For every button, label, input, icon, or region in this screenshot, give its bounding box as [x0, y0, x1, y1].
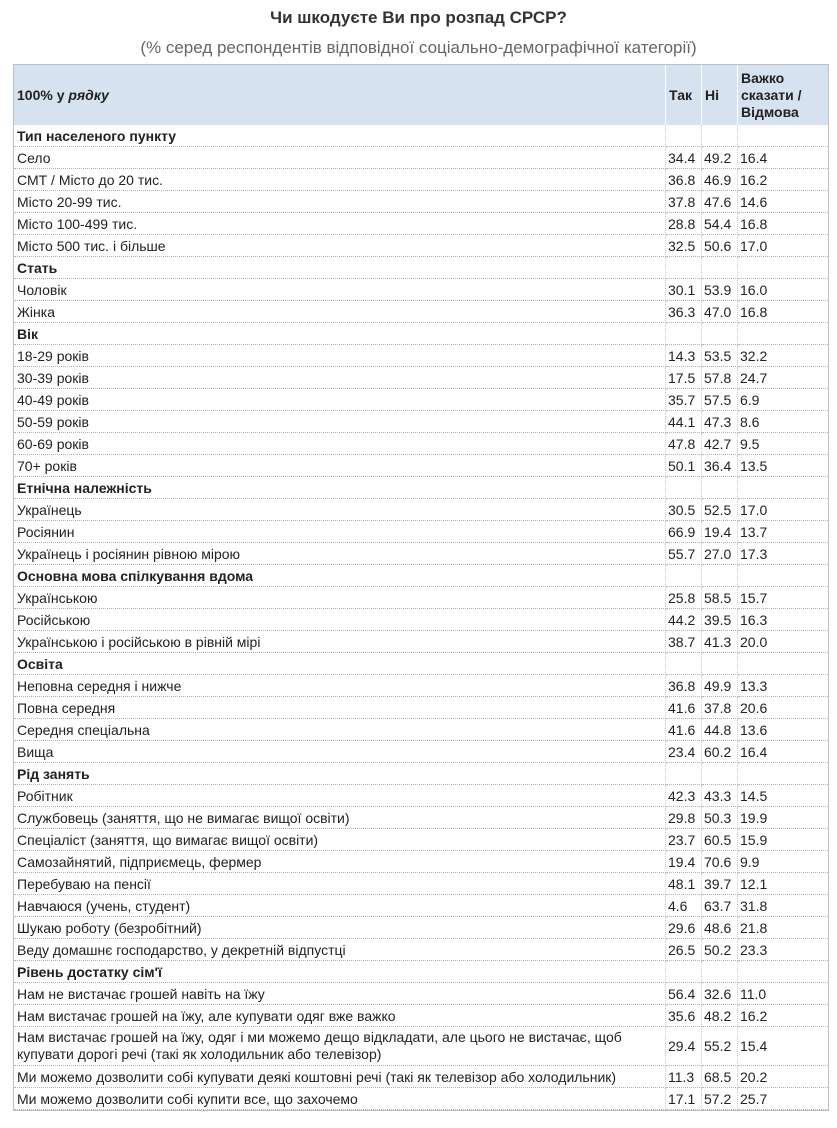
row-hard-value: 17.0 — [738, 235, 828, 257]
row-no-value: 36.4 — [702, 455, 738, 477]
section-empty-cell — [666, 125, 702, 147]
table-header — [14, 65, 828, 125]
row-label: Ми можемо дозволити собі купити все, що захочемо — [14, 1088, 666, 1110]
row-yes-value: 47.8 — [666, 433, 702, 455]
table-row — [14, 345, 828, 367]
row-yes-value: 42.3 — [666, 785, 702, 807]
section-empty-cell — [738, 763, 828, 785]
row-label: Ми можемо дозволити собі купувати деякі коштовні речі (такі як телевізор або холодильник) — [14, 1066, 666, 1088]
table-row — [14, 983, 828, 1005]
row-yes-value: 14.3 — [666, 345, 702, 367]
row-no-value: 52.5 — [702, 499, 738, 521]
row-no-value: 47.3 — [702, 411, 738, 433]
section-empty-cell — [666, 565, 702, 587]
row-hard-value: 15.4 — [738, 1027, 828, 1066]
table-row — [14, 521, 828, 543]
table-row — [14, 873, 828, 895]
section-empty-cell — [738, 961, 828, 983]
section-title: Стать — [14, 257, 666, 279]
row-no-value: 50.6 — [702, 235, 738, 257]
row-hard-value: 32.2 — [738, 345, 828, 367]
row-yes-value: 26.5 — [666, 939, 702, 961]
row-yes-value: 35.6 — [666, 1005, 702, 1027]
row-label: Село — [14, 147, 666, 169]
row-no-value: 60.2 — [702, 741, 738, 763]
row-hard-value: 9.5 — [738, 433, 828, 455]
section-title: Освіта — [14, 653, 666, 675]
row-yes-value: 4.6 — [666, 895, 702, 917]
table-row — [14, 367, 828, 389]
row-hard-value: 16.4 — [738, 147, 828, 169]
row-yes-value: 17.1 — [666, 1088, 702, 1110]
row-yes-value: 56.4 — [666, 983, 702, 1005]
table-row — [14, 675, 828, 697]
row-no-value: 48.2 — [702, 1005, 738, 1027]
row-hard-value: 17.3 — [738, 543, 828, 565]
row-hard-value: 13.6 — [738, 719, 828, 741]
table-row — [14, 697, 828, 719]
row-yes-value: 34.4 — [666, 147, 702, 169]
row-hard-value: 8.6 — [738, 411, 828, 433]
row-hard-value: 24.7 — [738, 367, 828, 389]
row-label: Неповна середня і нижче — [14, 675, 666, 697]
row-label: Українець — [14, 499, 666, 521]
row-hard-value: 23.3 — [738, 939, 828, 961]
section-empty-cell — [702, 653, 738, 675]
section-title: Рід занять — [14, 763, 666, 785]
row-yes-value: 30.5 — [666, 499, 702, 521]
table-row — [14, 631, 828, 653]
table-row — [14, 433, 828, 455]
row-no-value: 47.6 — [702, 191, 738, 213]
row-label: Вища — [14, 741, 666, 763]
row-hard-value: 25.7 — [738, 1088, 828, 1110]
row-hard-value: 6.9 — [738, 389, 828, 411]
row-yes-value: 25.8 — [666, 587, 702, 609]
section-header-row — [14, 565, 828, 587]
header-hard-to-say: Важко сказати / Відмова — [738, 65, 828, 125]
row-no-value: 27.0 — [702, 543, 738, 565]
table-row — [14, 191, 828, 213]
row-yes-value: 30.1 — [666, 279, 702, 301]
row-yes-value: 41.6 — [666, 697, 702, 719]
row-yes-value: 37.8 — [666, 191, 702, 213]
row-hard-value: 16.4 — [738, 741, 828, 763]
row-hard-value: 16.8 — [738, 301, 828, 323]
row-no-value: 53.5 — [702, 345, 738, 367]
section-empty-cell — [738, 477, 828, 499]
row-no-value: 50.3 — [702, 807, 738, 829]
row-hard-value: 13.3 — [738, 675, 828, 697]
table-row — [14, 1027, 828, 1066]
table-row — [14, 829, 828, 851]
header-label — [14, 65, 666, 125]
table-row — [14, 719, 828, 741]
row-label: Українською — [14, 587, 666, 609]
table-row — [14, 301, 828, 323]
row-hard-value: 17.0 — [738, 499, 828, 521]
section-empty-cell — [702, 763, 738, 785]
row-no-value: 39.5 — [702, 609, 738, 631]
table-row — [14, 587, 828, 609]
row-label: Шукаю роботу (безробітний) — [14, 917, 666, 939]
row-no-value: 41.3 — [702, 631, 738, 653]
row-no-value: 32.6 — [702, 983, 738, 1005]
row-no-value: 55.2 — [702, 1027, 738, 1066]
row-hard-value: 31.8 — [738, 895, 828, 917]
row-label: 18-29 років — [14, 345, 666, 367]
section-empty-cell — [666, 257, 702, 279]
table-row — [14, 1066, 828, 1088]
section-header-row — [14, 477, 828, 499]
row-hard-value: 20.6 — [738, 697, 828, 719]
row-label: Навчаюся (учень, студент) — [14, 895, 666, 917]
table-row — [14, 235, 828, 257]
row-yes-value: 23.4 — [666, 741, 702, 763]
row-no-value: 57.8 — [702, 367, 738, 389]
section-title: Вік — [14, 323, 666, 345]
row-label: Перебуваю на пенсії — [14, 873, 666, 895]
row-label: Самозайнятий, підприємець, фермер — [14, 851, 666, 873]
section-empty-cell — [666, 323, 702, 345]
page-title: Чи шкодуєте Ви про розпад СРСР? — [270, 8, 567, 27]
row-no-value: 68.5 — [702, 1066, 738, 1088]
row-no-value: 60.5 — [702, 829, 738, 851]
row-label: Середня спеціальна — [14, 719, 666, 741]
row-hard-value: 14.5 — [738, 785, 828, 807]
section-header-row — [14, 125, 828, 147]
table-row — [14, 1088, 828, 1110]
row-no-value: 49.2 — [702, 147, 738, 169]
row-no-value: 70.6 — [702, 851, 738, 873]
row-hard-value: 14.6 — [738, 191, 828, 213]
section-empty-cell — [738, 653, 828, 675]
section-empty-cell — [666, 763, 702, 785]
table-row — [14, 499, 828, 521]
section-empty-cell — [666, 477, 702, 499]
row-no-value: 54.4 — [702, 213, 738, 235]
row-hard-value: 12.1 — [738, 873, 828, 895]
row-label: Нам не вистачає грошей навіть на їжу — [14, 983, 666, 1005]
row-no-value: 19.4 — [702, 521, 738, 543]
table-row — [14, 609, 828, 631]
row-hard-value: 20.2 — [738, 1066, 828, 1088]
row-hard-value: 9.9 — [738, 851, 828, 873]
row-yes-value: 23.7 — [666, 829, 702, 851]
row-label: 70+ років — [14, 455, 666, 477]
row-yes-value: 66.9 — [666, 521, 702, 543]
header-yes: Так — [666, 65, 702, 125]
row-yes-value: 36.3 — [666, 301, 702, 323]
row-label: Українець і росіянин рівною мірою — [14, 543, 666, 565]
table-row — [14, 147, 828, 169]
row-hard-value: 16.2 — [738, 169, 828, 191]
row-label: Веду домашнє господарство, у декретній відпустці — [14, 939, 666, 961]
row-label: Спеціаліст (заняття, що вимагає вищої освіти) — [14, 829, 666, 851]
row-yes-value: 29.8 — [666, 807, 702, 829]
row-no-value: 42.7 — [702, 433, 738, 455]
section-title: Тип населеного пункту — [14, 125, 666, 147]
header-no: Ні — [702, 65, 738, 125]
row-no-value: 37.8 — [702, 697, 738, 719]
row-no-value: 63.7 — [702, 895, 738, 917]
table-row — [14, 279, 828, 301]
section-empty-cell — [702, 323, 738, 345]
row-label: 40-49 років — [14, 389, 666, 411]
section-empty-cell — [738, 323, 828, 345]
row-label: СМТ / Місто до 20 тис. — [14, 169, 666, 191]
section-empty-cell — [738, 565, 828, 587]
section-empty-cell — [702, 565, 738, 587]
row-hard-value: 11.0 — [738, 983, 828, 1005]
row-yes-value: 29.4 — [666, 1027, 702, 1066]
section-empty-cell — [738, 125, 828, 147]
row-no-value: 57.2 — [702, 1088, 738, 1110]
table-row — [14, 543, 828, 565]
table-row — [14, 1005, 828, 1027]
row-no-value: 53.9 — [702, 279, 738, 301]
row-yes-value: 11.3 — [666, 1066, 702, 1088]
table-row — [14, 169, 828, 191]
row-label: Чоловік — [14, 279, 666, 301]
row-label: Повна середня — [14, 697, 666, 719]
section-header-row — [14, 323, 828, 345]
row-label: 30-39 років — [14, 367, 666, 389]
section-title: Основна мова спілкування вдома — [14, 565, 666, 587]
section-title: Етнічна належність — [14, 477, 666, 499]
row-label: Жінка — [14, 301, 666, 323]
row-no-value: 49.9 — [702, 675, 738, 697]
row-hard-value: 13.5 — [738, 455, 828, 477]
row-hard-value: 15.9 — [738, 829, 828, 851]
row-no-value: 44.8 — [702, 719, 738, 741]
row-no-value: 39.7 — [702, 873, 738, 895]
row-yes-value: 50.1 — [666, 455, 702, 477]
table-row — [14, 389, 828, 411]
row-label: Робітник — [14, 785, 666, 807]
row-label: Службовець (заняття, що не вимагає вищої освіти) — [14, 807, 666, 829]
row-hard-value: 20.0 — [738, 631, 828, 653]
row-yes-value: 28.8 — [666, 213, 702, 235]
section-empty-cell — [702, 961, 738, 983]
row-no-value: 47.0 — [702, 301, 738, 323]
row-hard-value: 16.0 — [738, 279, 828, 301]
table-row — [14, 917, 828, 939]
table-row — [14, 939, 828, 961]
row-hard-value: 15.7 — [738, 587, 828, 609]
row-hard-value: 16.8 — [738, 213, 828, 235]
table-row — [14, 895, 828, 917]
row-no-value: 48.6 — [702, 917, 738, 939]
row-no-value: 58.5 — [702, 587, 738, 609]
table-row — [14, 851, 828, 873]
section-empty-cell — [666, 961, 702, 983]
table-row — [14, 807, 828, 829]
row-hard-value: 19.9 — [738, 807, 828, 829]
row-yes-value: 38.7 — [666, 631, 702, 653]
section-empty-cell — [702, 257, 738, 279]
row-yes-value: 41.6 — [666, 719, 702, 741]
results-table — [14, 65, 828, 1110]
row-hard-value: 21.8 — [738, 917, 828, 939]
section-empty-cell — [738, 257, 828, 279]
row-no-value: 43.3 — [702, 785, 738, 807]
table-row — [14, 455, 828, 477]
row-label: Місто 500 тис. і більше — [14, 235, 666, 257]
row-no-value: 50.2 — [702, 939, 738, 961]
section-header-row — [14, 257, 828, 279]
row-hard-value: 13.7 — [738, 521, 828, 543]
row-label: Нам вистачає грошей на їжу, але купувати одяг вже важко — [14, 1005, 666, 1027]
results-table-container — [13, 64, 829, 1111]
section-empty-cell — [702, 125, 738, 147]
row-yes-value: 36.8 — [666, 169, 702, 191]
row-no-value: 46.9 — [702, 169, 738, 191]
row-label: Росіянин — [14, 521, 666, 543]
row-hard-value: 16.2 — [738, 1005, 828, 1027]
row-hard-value: 16.3 — [738, 609, 828, 631]
row-yes-value: 55.7 — [666, 543, 702, 565]
row-label: Місто 100-499 тис. — [14, 213, 666, 235]
row-yes-value: 36.8 — [666, 675, 702, 697]
table-row — [14, 785, 828, 807]
page-subtitle: (% серед респондентів відповідної соціально-демографічної категорії) — [140, 38, 697, 57]
section-header-row — [14, 653, 828, 675]
row-label: 60-69 років — [14, 433, 666, 455]
table-row — [14, 411, 828, 433]
row-yes-value: 19.4 — [666, 851, 702, 873]
section-empty-cell — [666, 653, 702, 675]
header-label-prefix: 100% у — [17, 86, 69, 103]
row-label: Російською — [14, 609, 666, 631]
table-row — [14, 741, 828, 763]
section-empty-cell — [702, 477, 738, 499]
row-yes-value: 35.7 — [666, 389, 702, 411]
row-yes-value: 29.6 — [666, 917, 702, 939]
row-label: 50-59 років — [14, 411, 666, 433]
row-yes-value: 32.5 — [666, 235, 702, 257]
table-row — [14, 213, 828, 235]
row-label: Українською і російською в рівній мірі — [14, 631, 666, 653]
section-title: Рівень достатку сім'ї — [14, 961, 666, 983]
row-label: Місто 20-99 тис. — [14, 191, 666, 213]
row-yes-value: 44.2 — [666, 609, 702, 631]
row-yes-value: 44.1 — [666, 411, 702, 433]
section-header-row — [14, 961, 828, 983]
row-yes-value: 48.1 — [666, 873, 702, 895]
row-no-value: 57.5 — [702, 389, 738, 411]
section-header-row — [14, 763, 828, 785]
header-label-italic: рядку — [68, 86, 109, 103]
row-yes-value: 17.5 — [666, 367, 702, 389]
row-label: Нам вистачає грошей на їжу, одяг і ми можемо дещо відкладати, але цього не вистачає, щоб купувати дорогі речі (такі як холодильник або телевізор) — [14, 1027, 666, 1066]
table-body — [14, 125, 828, 1110]
